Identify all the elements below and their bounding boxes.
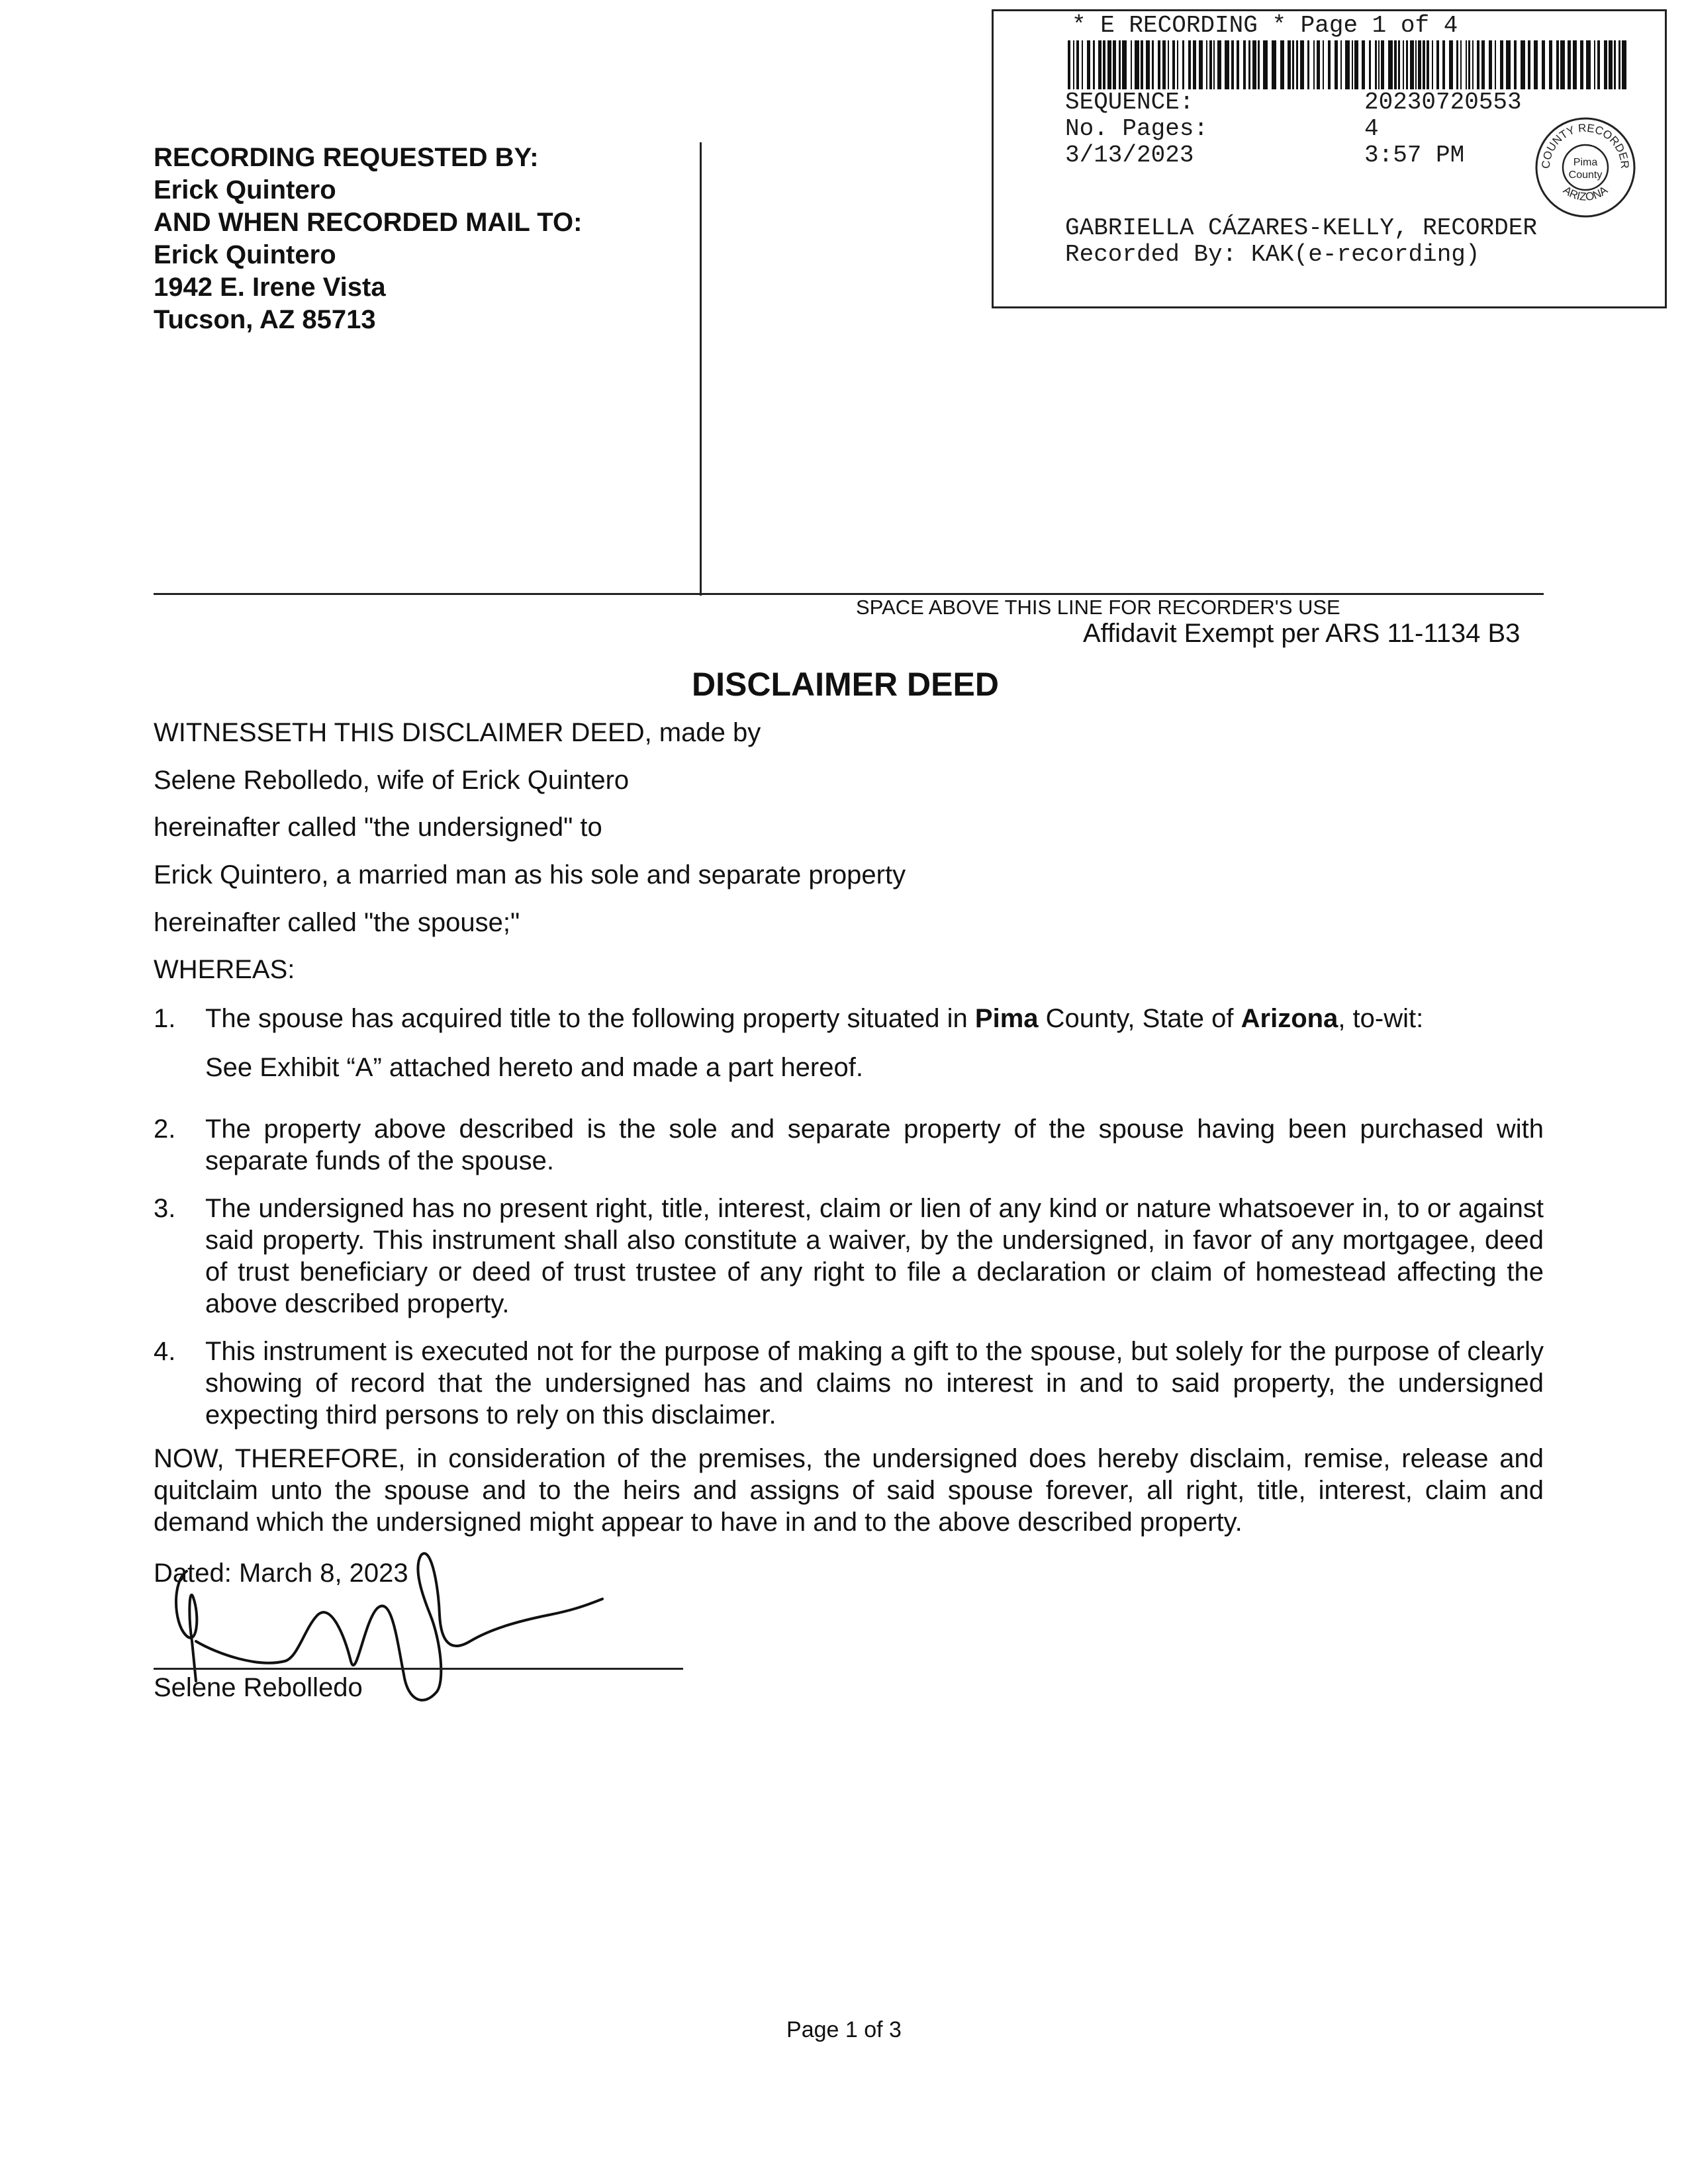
county-seal-icon: [1532, 114, 1638, 220]
barcode-bar: [1406, 40, 1408, 89]
barcode-bar: [1225, 40, 1229, 89]
svg-text:ARIZONA: [1561, 183, 1611, 203]
barcode-bar: [1209, 40, 1212, 89]
clause-number: 1.: [154, 1004, 176, 1033]
barcode-bar: [1394, 40, 1397, 89]
barcode-bar: [1549, 40, 1552, 89]
barcode-bar: [1199, 40, 1203, 89]
barcode-bar: [1292, 40, 1294, 89]
barcode-bar: [1466, 40, 1467, 89]
barcode-bar: [1521, 40, 1525, 89]
barcode-bar: [1263, 40, 1268, 89]
recorder-name: GABRIELLA CÁZARES-KELLY, RECORDER: [1065, 214, 1537, 242]
barcode-bar: [1345, 40, 1350, 89]
barcode-bar: [1534, 40, 1538, 89]
barcode-bar: [1477, 40, 1479, 89]
barcode-bar: [1427, 40, 1429, 89]
preamble-line-2: Selene Rebolledo, wife of Erick Quintero: [154, 766, 630, 795]
barcode-bar: [1093, 40, 1095, 89]
barcode-bar: [1131, 40, 1132, 89]
seal-bottom-text: ARIZONA: [1560, 183, 1611, 204]
barcode-bar: [1335, 40, 1338, 89]
pages-label: No. Pages:: [1065, 115, 1209, 142]
recording-date: 3/13/2023: [1065, 142, 1194, 169]
barcode-bar: [1135, 40, 1139, 89]
barcode-bar: [1087, 40, 1090, 89]
barcode-bar: [1542, 40, 1545, 89]
barcode-bar: [1618, 40, 1620, 89]
barcode-bar: [1556, 40, 1559, 89]
barcode-bar: [1103, 40, 1105, 89]
barcode-bar: [1193, 40, 1196, 89]
barcode-bar: [1614, 40, 1616, 89]
barcode-bar: [1206, 40, 1207, 89]
barcode-bar: [1243, 40, 1246, 89]
signature-line: [154, 1668, 683, 1670]
barcode-bar: [1328, 40, 1331, 89]
clause-number: 2.: [154, 1115, 176, 1144]
barcode-bar: [1375, 40, 1377, 89]
barcode-bar: [1300, 40, 1304, 89]
preamble-line-5: hereinafter called "the spouse;": [154, 908, 520, 937]
clause-1: [154, 1003, 1544, 1082]
barcode-bar: [1597, 40, 1600, 89]
mail-to-name: Erick Quintero: [154, 240, 336, 269]
whereas-heading: WHEREAS:: [154, 955, 295, 984]
barcode-bar: [1252, 40, 1256, 89]
clause-text: The undersigned has no present right, title, interest, claim or lien of any kind or nature whatsoever in, to or against said property. This instrument shall also constitute a waiver, by the undersigned, in favor of any mortgagee, deed of trust beneficiary or deed of trust trustee of any right to file a declaration or claim of homestead affecting the above described property.: [205, 1194, 1544, 1318]
barcode-bar: [1378, 40, 1380, 89]
barcode-bar: [1432, 40, 1433, 89]
clause-text: The property above described is the sole and separate property of the spouse having been purchased with separate funds of the spouse.: [205, 1115, 1544, 1175]
barcode-image: [1068, 40, 1626, 89]
recorder-use-note: SPACE ABOVE THIS LINE FOR RECORDER'S USE: [856, 596, 1340, 619]
document-title-text: DISCLAIMER DEED: [692, 666, 999, 703]
barcode-bar: [1317, 40, 1320, 89]
sequence-label: SEQUENCE:: [1065, 89, 1194, 116]
seal-center-text-1: Pima: [1573, 157, 1598, 168]
barcode-bar: [1586, 40, 1591, 89]
barcode-bar: [1580, 40, 1583, 89]
barcode-bar: [1217, 40, 1221, 89]
barcode-bar: [1369, 40, 1371, 89]
barcode-bar: [1423, 40, 1425, 89]
barcode-bar: [1231, 40, 1234, 89]
recorded-by: Recorded By: KAK(e-recording): [1065, 241, 1480, 268]
now-therefore-paragraph: NOW, THEREFORE, in consideration of the premises, the undersigned does hereby disclaim, remise, release and quitclaim unto the spouse and to the heirs and assigns of said spouse forever, all right, title, interest, claim and demand which the undersigned might appear to have in and to the above described property.: [154, 1444, 1544, 1537]
barcode-bar: [1506, 40, 1511, 89]
stamp-header: * E RECORDING * Page 1 of 4: [1072, 12, 1458, 39]
barcode-bar: [1158, 40, 1160, 89]
barcode-bar: [1340, 40, 1342, 89]
barcode-bar: [1082, 40, 1083, 89]
mail-to-street: 1942 E. Irene Vista: [154, 273, 386, 302]
clause-text: This instrument is executed not for the purpose of making a gift to the spouse, but solely for the purpose of clearly showing of record that the undersigned has and claims no interest in and to said property, the undersigned expecting third persons to rely on this disclaimer.: [205, 1337, 1544, 1430]
barcode-bar: [1381, 40, 1384, 89]
barcode-bar: [1568, 40, 1571, 89]
barcode-bar: [1418, 40, 1421, 89]
recorder-area-bottom-rule: [154, 593, 1544, 595]
barcode-bar: [1468, 40, 1470, 89]
signer-name: Selene Rebolledo: [154, 1673, 363, 1702]
barcode-bar: [1573, 40, 1577, 89]
barcode-bar: [1403, 40, 1404, 89]
barcode-bar: [1141, 40, 1143, 89]
return-address-block: [154, 142, 582, 336]
clause-1-text-c: , to-wit:: [1338, 1004, 1424, 1033]
barcode-bar: [1323, 40, 1324, 89]
barcode-bar: [1313, 40, 1315, 89]
barcode-bar: [1188, 40, 1191, 89]
barcode-bar: [1280, 40, 1284, 89]
barcode-bar: [1258, 40, 1260, 89]
barcode-bar: [1362, 40, 1365, 89]
barcode-bar: [1560, 40, 1565, 89]
clause-number: 3.: [154, 1194, 176, 1223]
barcode-bar: [1113, 40, 1116, 89]
affidavit-exemption: Affidavit Exempt per ARS 11-1134 B3: [1083, 619, 1521, 648]
barcode-bar: [1514, 40, 1517, 89]
sequence-value: 20230720553: [1364, 89, 1522, 116]
clause-3: [154, 1193, 1544, 1320]
barcode-bar: [1415, 40, 1417, 89]
barcode-bar: [1098, 40, 1102, 89]
barcode-bar: [1410, 40, 1414, 89]
requested-by-name: Erick Quintero: [154, 175, 336, 205]
page-number: Page 1 of 3: [786, 2017, 902, 2042]
barcode-bar: [1449, 40, 1453, 89]
barcode-bar: [1489, 40, 1492, 89]
barcode-bar: [1073, 40, 1074, 89]
recording-time: 3:57 PM: [1364, 142, 1465, 169]
clause-2: [154, 1113, 1544, 1177]
barcode-bar: [1182, 40, 1184, 89]
barcode-bar: [1388, 40, 1393, 89]
barcode-bar: [1594, 40, 1595, 89]
preamble-line-1: WITNESSETH THIS DISCLAIMER DEED, made by: [154, 718, 761, 747]
pages-value: 4: [1364, 115, 1379, 142]
preamble-line-4: Erick Quintero, a married man as his sole and separate property: [154, 860, 906, 889]
mail-to-label: AND WHEN RECORDED MAIL TO:: [154, 208, 583, 237]
preamble-line-3: hereinafter called "the undersigned" to: [154, 813, 602, 842]
barcode-bar: [1622, 40, 1626, 89]
exhibit-reference: See Exhibit “A” attached hereto and made a part hereof.: [205, 1053, 863, 1082]
clause-4: [154, 1336, 1544, 1431]
barcode-bar: [1481, 40, 1485, 89]
document-title: [0, 665, 1688, 704]
seal-top-text: COUNTY RECORDER: [1539, 121, 1632, 169]
barcode-bar: [1495, 40, 1496, 89]
barcode-bar: [1122, 40, 1127, 89]
barcode-bar: [1609, 40, 1613, 89]
barcode-bar: [1472, 40, 1474, 89]
barcode-bar: [1500, 40, 1503, 89]
barcode-bar: [1354, 40, 1358, 89]
barcode-bar: [1442, 40, 1445, 89]
barcode-bar: [1213, 40, 1215, 89]
barcode-bar: [1307, 40, 1309, 89]
recording-requested-label: RECORDING REQUESTED BY:: [154, 143, 539, 172]
clause-text: [205, 1003, 1544, 1034]
county-name: Pima: [974, 1004, 1039, 1033]
barcode-bar: [1460, 40, 1462, 89]
recorder-area-divider: [700, 142, 702, 596]
barcode-bar: [1456, 40, 1458, 89]
barcode-bar: [1272, 40, 1276, 89]
recorder-stamp: [992, 9, 1667, 308]
dated-line: Dated: March 8, 2023: [154, 1559, 408, 1588]
barcode-bar: [1398, 40, 1400, 89]
barcode-bar: [1119, 40, 1121, 89]
seal-center-text-2: County: [1568, 169, 1603, 181]
barcode-bar: [1076, 40, 1079, 89]
barcode-bar: [1146, 40, 1150, 89]
barcode-bar: [1237, 40, 1239, 89]
barcode-bar: [1296, 40, 1298, 89]
state-name: Arizona: [1241, 1004, 1338, 1033]
barcode-bar: [1162, 40, 1166, 89]
barcode-bar: [1152, 40, 1154, 89]
barcode-bar: [1352, 40, 1353, 89]
barcode-bar: [1288, 40, 1291, 89]
clause-1-text-a: The spouse has acquired title to the following property situated in: [205, 1004, 975, 1033]
barcode-bar: [1436, 40, 1439, 89]
barcode-bar: [1604, 40, 1607, 89]
barcode-bar: [1177, 40, 1178, 89]
barcode-bar: [1107, 40, 1111, 89]
barcode-bar: [1168, 40, 1169, 89]
barcode-bar: [1248, 40, 1250, 89]
mail-to-city: Tucson, AZ 85713: [154, 305, 376, 334]
barcode-bar: [1528, 40, 1530, 89]
barcode-bar: [1172, 40, 1175, 89]
barcode-bar: [1068, 40, 1070, 89]
clause-number: 4.: [154, 1337, 176, 1366]
clause-1-text-b: County, State of: [1038, 1004, 1241, 1033]
